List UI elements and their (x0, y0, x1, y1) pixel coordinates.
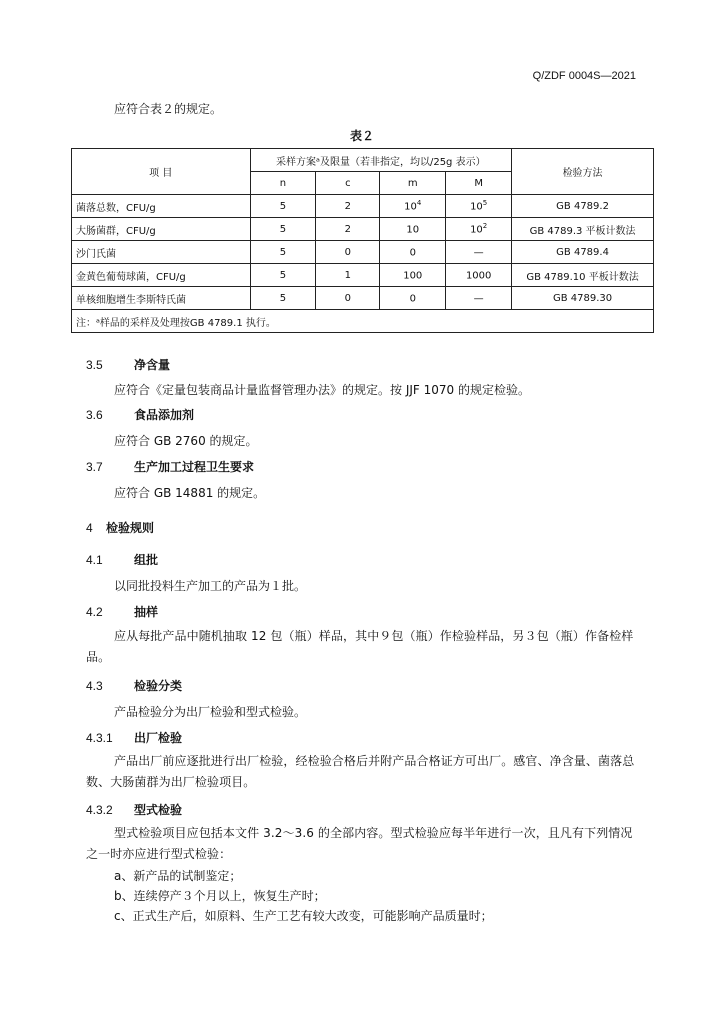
row-M: 1000 (446, 264, 512, 287)
row-M: $10^5$ (446, 195, 512, 218)
list-item: a、新产品的试制鉴定； (114, 869, 242, 883)
section-title: 净含量 (134, 358, 171, 372)
list-item: c、正式生产后，如原料、生产工艺有较大改变，可能影响产品质量时； (114, 909, 493, 923)
section-title: 检验规则 (106, 521, 155, 535)
row-method: GB 4789.2 (512, 195, 654, 218)
row-item: 沙门氏菌 (72, 241, 251, 264)
section-4-heading (86, 519, 154, 536)
row-m: 0 (380, 287, 446, 310)
row-item: 大肠菌群，CFU/g (72, 218, 251, 241)
row-n: 5 (250, 218, 316, 241)
section-3-7-heading (86, 458, 254, 475)
row-M: — (446, 287, 512, 310)
row-method: GB 4789.3 平板计数法 (512, 218, 654, 241)
microbial-limits-table (71, 148, 654, 333)
section-4-1-body: 以同批投料生产加工的产品为１批。 (114, 579, 307, 593)
row-method: GB 4789.10 平板计数法 (512, 264, 654, 287)
row-m: 100 (380, 264, 446, 287)
section-4-2-body: 应从每批产品中随机抽取 12 包（瓶）样品，其中９包（瓶）作检验样品，另３包（瓶）作备检样品。 (86, 629, 634, 664)
section-number: 4.3.1 (86, 731, 113, 745)
section-3-7-body: 应符合 GB 14881 的规定。 (114, 486, 266, 500)
row-c: 1 (316, 264, 380, 287)
row-method: GB 4789.4 (512, 241, 654, 264)
table-row (72, 241, 654, 264)
row-n: 5 (250, 195, 316, 218)
section-number: 3.7 (86, 460, 103, 474)
document-code: Q/ZDF 0004S—2021 (532, 70, 636, 82)
row-c: 0 (316, 241, 380, 264)
section-4-3-body: 产品检验分为出厂检验和型式检验。 (114, 705, 307, 719)
intro-text: 应符合表２的规定。 (114, 102, 223, 116)
section-number: 3.5 (86, 358, 103, 372)
section-3-6-heading (86, 406, 194, 423)
row-c: 2 (316, 218, 380, 241)
row-n: 5 (250, 264, 316, 287)
header-method: 检验方法 (512, 149, 654, 195)
section-4-3-1-heading (86, 729, 182, 746)
header-m: m (380, 172, 446, 195)
table-note: 注：ᵃ样品的采样及处理按GB 4789.1 执行。 (72, 310, 654, 333)
section-4-1-heading (86, 551, 158, 568)
section-3-5-body: 应符合《定量包装商品计量监督管理办法》的规定。按 JJF 1070 的规定检验。 (114, 383, 530, 397)
header-item: 项 目 (72, 149, 251, 195)
row-n: 5 (250, 241, 316, 264)
section-4-3-heading (86, 677, 182, 694)
section-number: 4.3.2 (86, 803, 113, 817)
section-title: 型式检验 (134, 803, 183, 817)
row-M: — (446, 241, 512, 264)
section-title: 组批 (134, 553, 159, 567)
row-m: $10^4$ (380, 195, 446, 218)
row-item: 菌落总数，CFU/g (72, 195, 251, 218)
row-method: GB 4789.30 (512, 287, 654, 310)
section-number: 4.1 (86, 553, 103, 567)
row-m: 0 (380, 241, 446, 264)
table-note-row (72, 310, 654, 333)
section-title: 生产加工过程卫生要求 (134, 460, 255, 474)
row-M: $10^2$ (446, 218, 512, 241)
section-3-5-heading (86, 356, 170, 373)
section-4-3-2-body: 型式检验项目应包括本文件 3.2～3.6 的全部内容。型式检验应每半年进行一次，且凡有下列情况之一时亦应进行型式检验： (86, 826, 633, 861)
row-item: 金黄色葡萄球菌，CFU/g (72, 264, 251, 287)
section-title: 食品添加剂 (134, 408, 195, 422)
header-c: c (316, 172, 380, 195)
header-n: n (250, 172, 316, 195)
list-item: b、连续停产３个月以上，恢复生产时； (114, 889, 326, 903)
header-M: M (446, 172, 512, 195)
section-title: 出厂检验 (134, 731, 183, 745)
row-c: 2 (316, 195, 380, 218)
table-row (72, 195, 654, 218)
section-4-2-heading (86, 603, 158, 620)
table-row (72, 264, 654, 287)
row-item: 单核细胞增生李斯特氏菌 (72, 287, 251, 310)
row-n: 5 (250, 287, 316, 310)
section-number: 3.6 (86, 408, 103, 422)
section-number: 4.3 (86, 679, 103, 693)
section-title: 抽样 (134, 605, 159, 619)
table-header-row (72, 149, 654, 172)
row-c: 0 (316, 287, 380, 310)
row-m: 10 (380, 218, 446, 241)
table-title: 表２ (349, 129, 374, 143)
section-3-6-body: 应符合 GB 2760 的规定。 (114, 434, 258, 448)
header-sampling: 采样方案ᵃ及限量（若非指定，均以/25g 表示） (250, 149, 512, 172)
section-4-3-2-heading (86, 801, 182, 818)
table-row (72, 218, 654, 241)
section-4-3-1-body: 产品出厂前应逐批进行出厂检验，经检验合格后并附产品合格证方可出厂。感官、净含量、菌落总数、大肠菌群为出厂检验项目。 (86, 754, 635, 789)
section-number: 4.2 (86, 605, 103, 619)
section-number: 4 (86, 521, 93, 535)
section-title: 检验分类 (134, 679, 183, 693)
table-row (72, 287, 654, 310)
